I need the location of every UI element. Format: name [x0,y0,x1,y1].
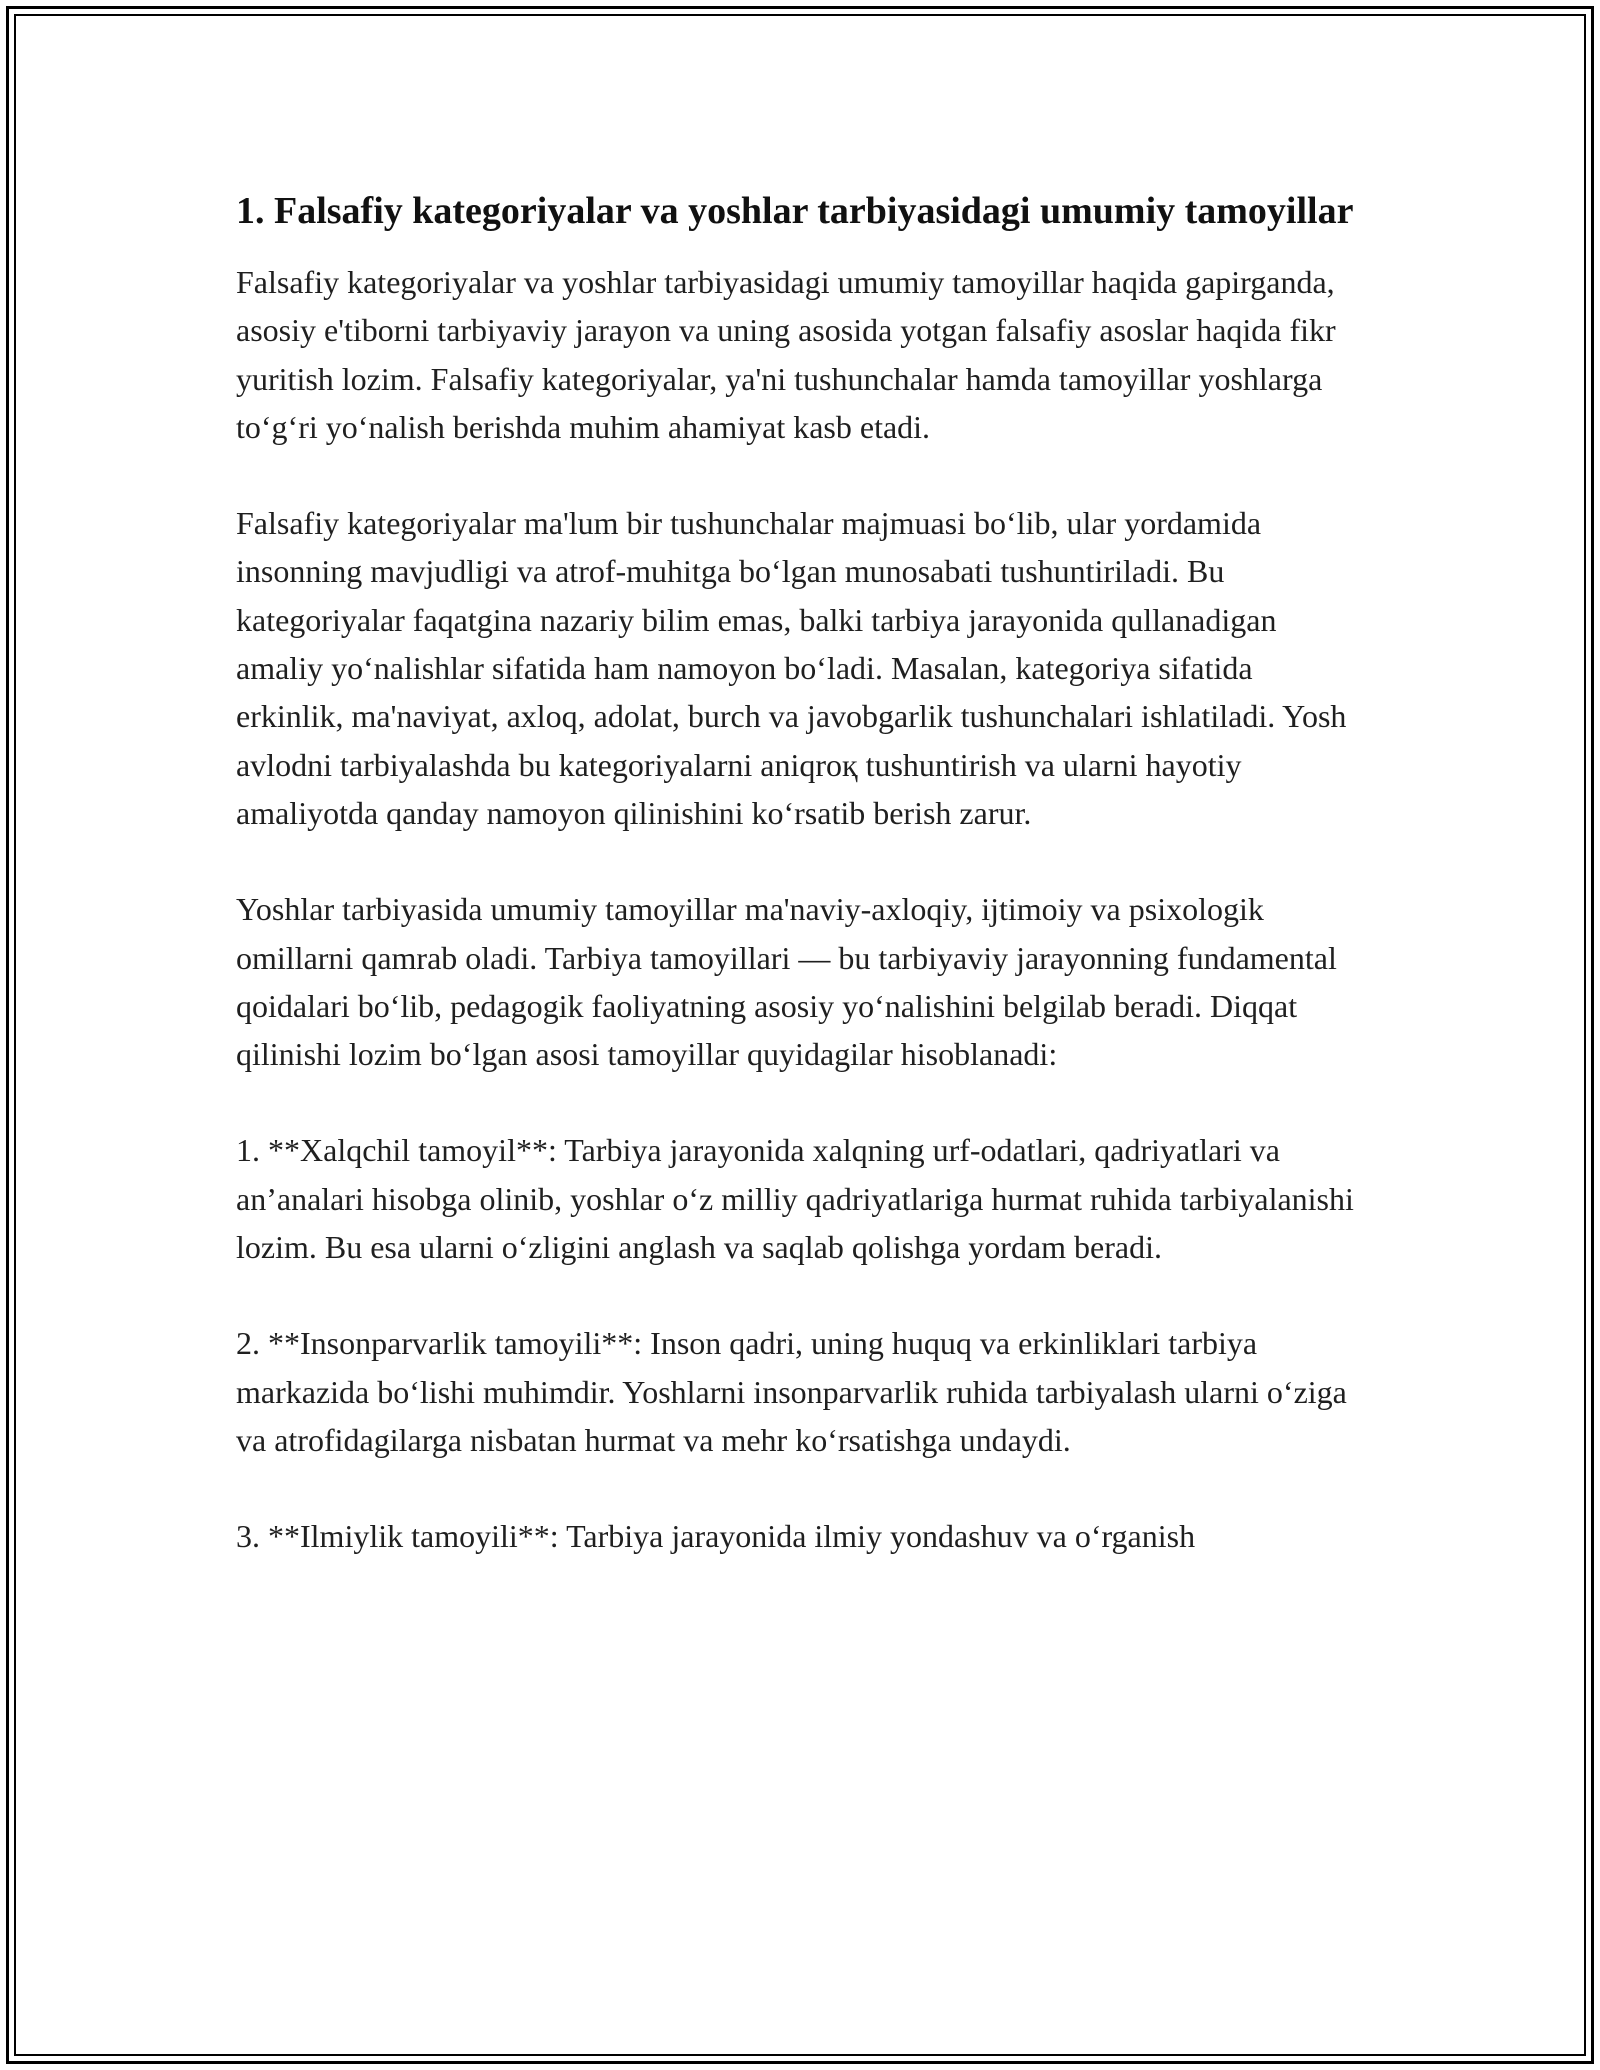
paragraph-principles: Yoshlar tarbiyasida umumiy tamoyillar ma'naviy-axloqiy, ijtimoiy va psixologik omillarni qamrab oladi. Tarbiya tamoyillari — bu tarbiyaviy jarayonning fundamental qoidalari bo‘lib, pedagogik faoliyatning asosiy yo‘nalishini belgilab beradi. Diqqat qilinishi lozim bo‘lgan asosi tamoyillar quyidagilar hisoblanadi: [236,891,1337,1073]
document-body [236,185,1366,1561]
list-item-xalqchil: 1. **Xalqchil tamoyil**: Tarbiya jarayonida xalqning urf-odatlari, qadriyatlari va an’analari hisobga olinib, yoshlar o‘z milliy qadriyatlariga hurmat ruhida tarbiyalanishi lozim. Bu esa ularni o‘zligini anglash va saqlab qolishga yordam beradi. [236,1132,1354,1266]
list-item-insonparvarlik: 2. **Insonparvarlik tamoyili**: Inson qadri, uning huquq va erkinliklari tarbiya markazida bo‘lishi muhimdir. Yoshlarni insonparvarlik ruhida tarbiyalash ularni o‘ziga va atrofidagilarga nisbatan hurmat va mehr ko‘rsatishga undaydi. [236,1325,1347,1458]
paragraph-categories: Falsafiy kategoriyalar ma'lum bir tushunchalar majmuasi bo‘lib, ular yordamida insonning mavjudligi va atrof-muhitga bo‘lgan munosabati tushuntiriladi. Bu kategoriyalar faqatgina nazariy bilim emas, balki tarbiya jarayonida qullanadigan amaliy yo‘nalishlar sifatida ham namoyon bo‘ladi. Masalan, kategoriya sifatida erkinlik, ma'naviyat, axloq, adolat, burch va javobgarlik tushunchalari ishlatiladi. Yosh avlodni tarbiyalashda bu kategoriyalarni aniqroқ tushuntirish va ularni hayotiy amaliyotda qanday namoyon qilinishini ko‘rsatib berish zarur. [236,505,1347,831]
list-item-ilmiylik: 3. **Ilmiylik tamoyili**: Tarbiya jarayonida ilmiy yondashuv va o‘rganish [236,1518,1196,1555]
section-heading: 1. Falsafiy kategoriyalar va yoshlar tarbiyasidagi umumiy tamoyillar [236,190,1354,232]
paragraph-intro: Falsafiy kategoriyalar va yoshlar tarbiyasidagi umumiy tamoyillar haqida gapirganda, asosiy e'tiborni tarbiyaviy jarayon va uning asosida yotgan falsafiy asoslar haqida fikr yuritish lozim. Falsafiy kategoriyalar, ya'ni tushunchalar hamda tamoyillar yoshlarga to‘g‘ri yo‘nalish berishda muhim ahamiyat kasb etadi. [236,264,1336,445]
